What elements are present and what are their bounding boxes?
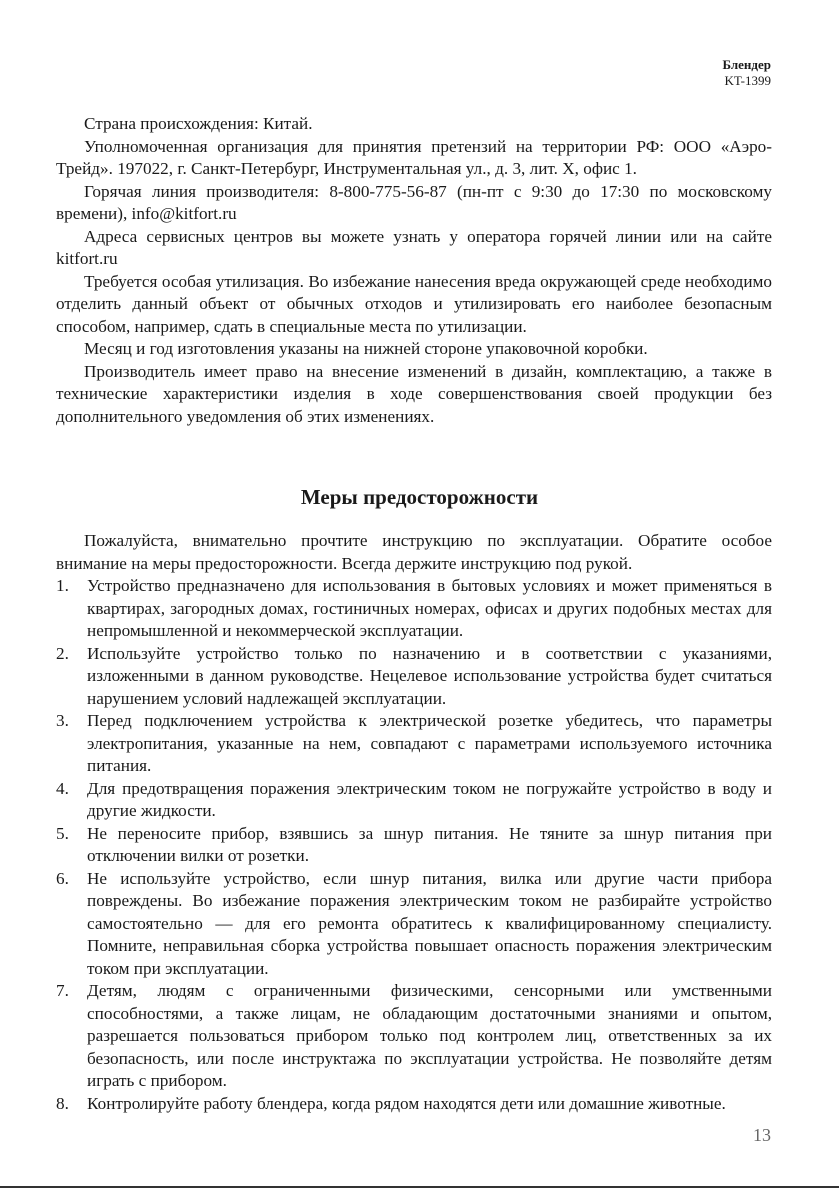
list-item <box>56 778 772 823</box>
list-item-text: Используйте устройство только по назначению и в соответствии с указаниями, изложенными в данном руководстве. Нецелевое использование устройства будет считаться нарушением условий надлежащей эксплуатации. <box>87 643 772 708</box>
page-header <box>722 57 771 89</box>
precautions-section <box>56 530 772 1115</box>
intro-paragraph: Месяц и год изготовления указаны на нижней стороне упаковочной коробки. <box>84 339 648 358</box>
list-item-text: Контролируйте работу блендера, когда рядом находятся дети или домашние животные. <box>87 1093 726 1113</box>
list-item-text: Детям, людям с ограниченными физическими, сенсорными или умственными способностями, а также лицам, не обладающим достаточными знаниями и опытом, разрешается пользоваться прибором только под контролем лиц, ответственных за их безопасность, или после инструктажа по эксплуатации устройства. Не позволяйте детям играть с прибором. <box>87 981 772 1090</box>
list-item-text: Не используйте устройство, если шнур питания, вилка или другие части прибора повреждены. Во избежание поражения электрическим током не разбирайте устройство самостоятельно — для его ремонта обратитесь к квалифицированному специалисту. Помните, неправильная сборка устройства повышает опасность поражения электрическим током при эксплуатации. <box>87 868 772 978</box>
list-item <box>56 710 772 778</box>
section-title: Меры предосторожности <box>300 485 539 509</box>
list-item-number: 2. <box>56 643 69 663</box>
list-item <box>56 643 772 711</box>
list-item-number: 6. <box>56 868 69 888</box>
list-item <box>56 868 772 981</box>
list-item <box>56 823 772 868</box>
intro-paragraph: Адреса сервисных центров вы можете узнать у оператора горячей линии или на сайте kitfort.ru <box>56 226 772 268</box>
precautions-list <box>56 575 772 1115</box>
intro-paragraph: Производитель имеет право на внесение изменений в дизайн, комплектацию, а также в технические характеристики изделия в ходе совершенствования своей продукции без дополнительного уведомления об этих изменениях. <box>56 361 772 426</box>
list-item <box>56 575 772 643</box>
intro-section <box>56 113 772 428</box>
product-name: Блендер <box>722 57 771 72</box>
list-item <box>56 980 772 1093</box>
precautions-lead: Пожалуйста, внимательно прочтите инструкцию по эксплуатации. Обратите особое внимание на меры предосторожности. Всегда держите инструкцию под рукой. <box>56 531 772 573</box>
product-code: KT-1399 <box>724 73 771 88</box>
page-number: 13 <box>753 1125 771 1145</box>
list-item-number: 8. <box>56 1093 69 1113</box>
list-item-number: 1. <box>56 576 69 595</box>
intro-paragraph: Требуется особая утилизация. Во избежание нанесения вреда окружающей среде необходимо отделить данный объект от обычных отходов и утилизировать его наиболее безопасным способом, например, сдать в специальные места по утилизации. <box>56 271 772 336</box>
intro-paragraph: Страна происхождения: Китай. <box>84 114 313 133</box>
list-item-text: Устройство предназначено для использования в бытовых условиях и может применяться в квартирах, загородных домах, гостиничных номерах, офисах и других подобных местах для непромышленной и некоммерческой эксплуатации. <box>87 576 772 640</box>
list-item-number: 4. <box>56 778 69 798</box>
list-item-number: 3. <box>56 711 69 730</box>
list-item-text: Не переносите прибор, взявшись за шнур питания. Не тяните за шнур питания при отключении вилки от розетки. <box>87 823 772 865</box>
list-item-text: Для предотвращения поражения электрическим током не погружайте устройство в воду и другие жидкости. <box>87 778 772 820</box>
intro-paragraph: Уполномоченная организация для принятия претензий на территории РФ: ООО «Аэро-Трейд». 197022, г. Санкт-Петербург, Инструментальная ул., д. 3, лит. Х, офис 1. <box>56 136 772 178</box>
intro-paragraph: Горячая линия производителя: 8-800-775-56-87 (пн-пт с 9:30 до 17:30 по московскому времени), info@kitfort.ru <box>56 181 772 223</box>
list-item-text: Перед подключением устройства к электрической розетке убедитесь, что параметры электропитания, указанные на нем, совпадают с параметрами используемого источника питания. <box>87 711 772 775</box>
list-item-number: 5. <box>56 823 69 843</box>
list-item <box>56 1093 772 1116</box>
list-item-number: 7. <box>56 981 69 1000</box>
